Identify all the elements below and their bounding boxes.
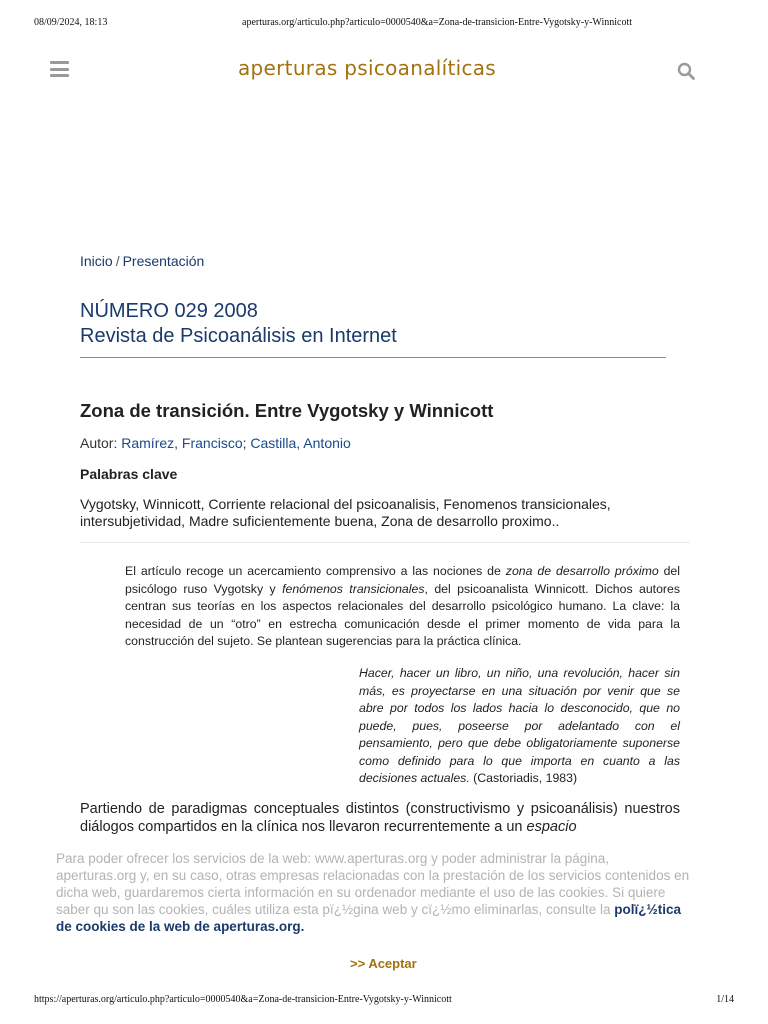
author-line [80,435,351,451]
abstract-text-3: , del psicoanalista Winnicott. Dichos autores centran sus teorías en los aspectos relacionales del desarrollo psicológico humano. La clave: la necesidad de un “otro” en estrecha comunicación desde el primer momento de vida para la construcción del sujeto. Se plantean sugerencias para la práctica clínica. [125,581,681,648]
author-separator: ; [242,435,247,451]
print-date: 08/09/2024, 18:13 [34,17,108,28]
cookie-message: Para poder ofrecer los servicios de la web: www.aperturas.org y poder administrar la página, aperturas.org y, en su caso, otras empresas relacionadas con la prestación de los servicios contenidos en dicha web, guardaremos cierta información en su ordenador mediante el uso de las cookies. Si quiere saber qu son las cookies, cuáles utiliza esta pï¿½gina web y cï¿½mo eliminarlas, consulte la [56,851,690,917]
article-title: Zona de transición. Entre Vygotsky y Winnicott [80,400,494,421]
breadcrumb [80,253,204,269]
issue-heading [80,299,397,349]
hamburger-menu-icon[interactable] [50,61,69,77]
breadcrumb-current-link[interactable]: Presentación [122,253,205,269]
abstract-paragraph [125,563,680,651]
cookie-policy-link[interactable]: polï¿½tica de cookies de la web de aperturas.org. [56,902,682,934]
search-icon[interactable] [677,62,695,80]
abstract-text-2: del psicólogo ruso Vygotsky y [125,564,680,596]
accept-cookies-button[interactable]: >> Aceptar [350,956,417,971]
issue-number: NÚMERO 029 2008 [80,300,258,322]
print-url: aperturas.org/articulo.php?articulo=0000540&a=Zona-de-transicion-Entre-Vygotsky-y-Winnicott [242,17,633,28]
page-number: 1/14 [716,994,734,1005]
site-logo[interactable]: aperturas psicoanalíticas [238,56,497,80]
cookie-banner [0,838,768,990]
quote-text: Hacer, hacer un libro, un niño, una revolución, hacer sin más, es proyectarse en una situación por venir que se abre por todos los lados hacia lo desconocido, que no puede, pues, poseerse por adelantado con el pensamiento, pero que debe obligatoriamente suponerse como definido para lo que importa en cuanto a las decisiones actuales. [359,666,680,785]
epigraph-quote [359,665,680,788]
abstract-emphasis-2: fenómenos transicionales [282,581,425,596]
abstract-text-1: El artículo recoge un acercamiento comprensivo a las nociones de [125,564,506,578]
breadcrumb-home-link[interactable]: Inicio [80,253,113,269]
journal-name: Revista de Psicoanálisis en Internet [80,325,397,347]
abstract-emphasis-1: zona de desarrollo próximo [505,564,659,578]
issue-divider [80,357,666,358]
author-label: Autor: [80,435,118,451]
breadcrumb-separator: / [115,253,120,269]
quote-source: (Castoriadis, 1983) [469,771,578,785]
author-link-castilla[interactable]: Castilla, Antonio [250,435,351,451]
body-paragraph [80,801,680,836]
author-link-ramirez[interactable]: Ramírez, Francisco [121,435,243,451]
keywords-heading: Palabras clave [80,466,178,482]
body-emphasis: espacio [526,818,577,835]
section-divider [80,542,690,543]
body-text: Partiendo de paradigmas conceptuales distintos (constructivismo y psicoanálisis) nuestros diálogos compartidos en la clínica nos llevaron recurrentemente a un [80,801,680,835]
print-footer-url: https://aperturas.org/articulo.php?articulo=0000540&a=Zona-de-transicion-Entre-Vygotsky-y-Winnicott [34,994,452,1005]
keywords-list: Vygotsky, Winnicott, Corriente relacional del psicoanalisis, Fenomenos transicionales, intersubjetividad, Madre suficientemente buena, Zona de desarrollo proximo.. [80,496,611,529]
cookie-text [56,850,692,935]
